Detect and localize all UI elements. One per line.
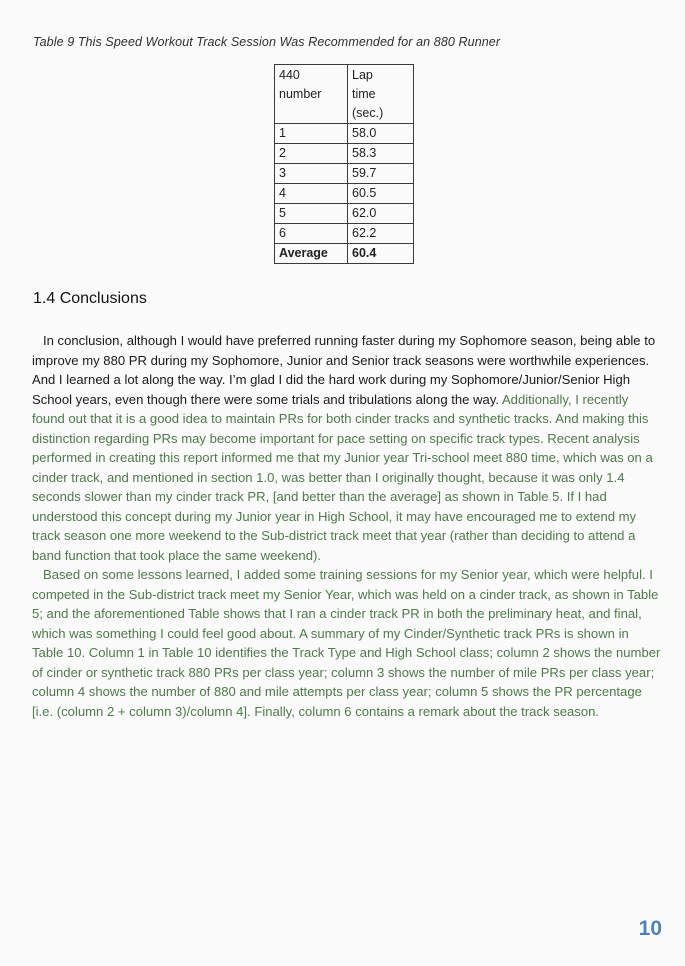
lap-number-cell: 2 (275, 144, 348, 164)
table-average-row (275, 244, 414, 264)
lap-number-cell: 1 (275, 124, 348, 144)
table-header-row (275, 65, 414, 124)
paragraph-2: Based on some lessons learned, I added some training sessions for my Senior year, which were helpful. I competed in the Sub-district track meet my Senior Year, which was held on a cinder track, as shown in Table 5; and the aforementioned Table shows that I ran a cinder track PR in both the preliminary heat, and final, which was something I could feel good about. A summary of my Cinder/Synthetic track PRs is shown in Table 10. Column 1 in Table 10 identifies the Track Type and High School class; column 2 shows the number of cinder or synthetic track 880 PRs per class year; column 3 shows the number of mile PRs per class year; column 4 shows the number of 880 and mile attempts per class year; column 5 shows the PR percentage [i.e. (column 2 + column 3)/column 4]. Finally, column 6 contains a remark about the track season. (32, 567, 661, 719)
lap-time-cell: 62.0 (348, 204, 414, 224)
header-line: (sec.) (352, 106, 384, 120)
paragraph-1 (32, 331, 662, 565)
table-row (275, 224, 414, 244)
lap-number-cell: 3 (275, 164, 348, 184)
page-number: 10 (638, 917, 662, 940)
paragraph-1-text: In conclusion, although I would have preferred running faster during my Sophomore season, being able to improve my 880 PR during my Sophomore, Junior and Senior track seasons were worthwhile experiences. And I learned a lot along the way. I’m glad I did the hard work during my Sophomore/Junior/Senior High School years, even though there were some trials and tribulations along the way. (32, 333, 656, 407)
lap-time-table (274, 64, 414, 264)
table-row (275, 164, 414, 184)
lap-number-cell: 6 (275, 224, 348, 244)
header-line: time (352, 87, 376, 101)
header-line: number (279, 87, 322, 101)
lap-number-cell: 4 (275, 184, 348, 204)
header-440-number (275, 65, 348, 124)
lap-number-cell: 5 (275, 204, 348, 224)
paragraph-1-highlighted-text: Additionally, I recently found out that it is a good idea to maintain PRs for both cinder tracks and synthetic tracks. And making this distinction regarding PRs may become important for pace setting on specific track types. Recent analysis performed in creating this report informed me that my Junior year Tri-school meet 880 time, which was on a cinder track, and mentioned in section 1.0, was better than I originally thought, because it was only 1.4 seconds slower than my cinder track PR, [and better than the average] as shown in Table 5. If I had understood this concept during my Junior year in High School, it may have encouraged me to extend my track season one more weekend to the Sub-district track meet that year (rather than deciding to attend a band function that took place the same weekend). (32, 391, 653, 563)
average-value-cell: 60.4 (348, 244, 414, 264)
section-heading: 1.4 Conclusions (33, 290, 147, 307)
table-row (275, 124, 414, 144)
table-row (275, 184, 414, 204)
lap-time-cell: 59.7 (348, 164, 414, 184)
lap-time-cell: 60.5 (348, 184, 414, 204)
table-row (275, 204, 414, 224)
header-line: Lap (352, 68, 373, 82)
average-label-cell: Average (275, 244, 348, 264)
table-row (275, 144, 414, 164)
lap-time-cell: 58.3 (348, 144, 414, 164)
header-line: 440 (279, 68, 300, 82)
lap-time-cell: 58.0 (348, 124, 414, 144)
conclusions-body (32, 331, 662, 721)
header-lap-time (348, 65, 414, 124)
lap-time-cell: 62.2 (348, 224, 414, 244)
table-caption: Table 9 This Speed Workout Track Session Was Recommended for an 880 Runner (33, 35, 501, 49)
